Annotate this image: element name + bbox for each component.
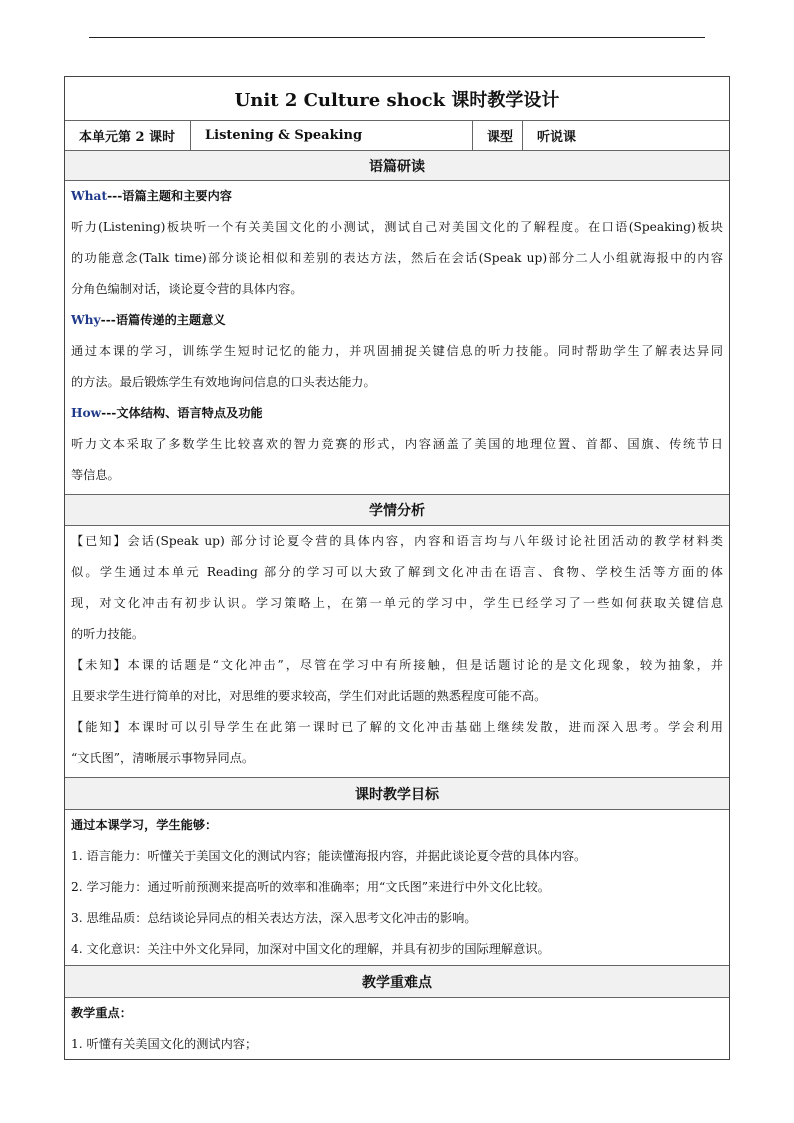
how-line-1: 听力文本采取了多数学生比较喜欢的智力竞赛的形式，内容涵盖了美国的地理位置、首都、国旗、传统节日 <box>71 437 723 451</box>
how-line-2: 等信息。 <box>71 468 120 482</box>
what-subheading <box>71 181 723 212</box>
how-subheading <box>71 398 723 429</box>
section-key-points <box>65 998 729 1060</box>
section-heading-learner-analysis: 学情分析 <box>65 495 729 526</box>
objective-3: 3. 思维品质：总结谈论异同点的相关表达方法，深入思考文化冲击的影响。 <box>71 911 477 925</box>
what-line-1: 听力(Listening)板块听一个有关美国文化的小测试，测试自己对美国文化的了解程度。在口语(Speaking)板块 <box>71 220 723 234</box>
what-subtitle: ---语篇主题和主要内容 <box>107 189 232 203</box>
learner-line-4: 的听力技能。 <box>71 627 145 641</box>
why-line-1: 通过本课的学习，训练学生短时记忆的能力，并巩固捕捉关键信息的听力技能。同时帮助学生了解表达异同 <box>71 344 723 358</box>
objective-1: 1. 语言能力：听懂关于美国文化的测试内容；能读懂海报内容，并据此谈论夏令营的具体内容。 <box>71 849 587 863</box>
what-line-2: 的功能意念(Talk time)部分谈论相似和差别的表达方法，然后在会话(Speak up)部分二人小组就海报中的内容 <box>71 251 723 265</box>
key-point-1: 1. 听懂有关美国文化的测试内容； <box>71 1037 258 1051</box>
learner-line-7: 【能知】本课时可以引导学生在此第一课时已了解的文化冲击基础上继续发散，进而深入思考。学会利用 <box>71 720 723 734</box>
lesson-type-value: 听说课 <box>537 130 577 145</box>
how-subtitle: ---文体结构、语言特点及功能 <box>101 406 263 420</box>
header-rule <box>89 37 705 38</box>
learner-line-6: 且要求学生进行简单的对比，对思维的要求较高，学生们对此话题的熟悉程度可能不高。 <box>71 689 547 703</box>
section-heading-objectives: 课时教学目标 <box>65 778 729 810</box>
why-subheading <box>71 305 723 336</box>
learner-line-5: 【未知】本课的话题是“文化冲击”，尽管在学习中有所接触，但是话题讨论的是文化现象，较为抽象，并 <box>71 658 723 672</box>
learner-line-3: 现，对文化冲击有初步认识。学习策略上，在第一单元的学习中，学生已经学习了一些如何获取关键信息 <box>71 596 723 610</box>
why-label: Why <box>71 313 101 327</box>
objective-2: 2. 学习能力：通过听前预测来提高听的效率和准确率；用“文氏图”来进行中外文化比较。 <box>71 880 550 894</box>
what-line-3: 分角色编制对话，谈论夏令营的具体内容。 <box>71 282 303 296</box>
learner-line-2: 似。学生通过本单元 Reading 部分的学习可以大致了解到文化冲击在语言、食物、学校生活等方面的体 <box>71 565 723 579</box>
how-label: How <box>71 406 102 420</box>
section-learner-analysis <box>65 526 729 778</box>
document-title: Unit 2 Culture shock 课时教学设计 <box>65 77 729 121</box>
learner-line-1: 【已知】会话(Speak up) 部分讨论夏令营的具体内容，内容和语言均与八年级讨论社团活动的教学材料类 <box>71 534 723 548</box>
lesson-number: 本单元第 2 课时 <box>65 121 191 150</box>
section-heading-text-analysis: 语篇研读 <box>65 151 729 181</box>
meta-row <box>65 121 729 151</box>
lesson-plan-table <box>64 76 730 1060</box>
lesson-type-label: 课型 <box>473 121 523 150</box>
objectives-intro: 通过本课学习，学生能够： <box>71 818 218 832</box>
section-text-analysis <box>65 181 729 495</box>
section-objectives <box>65 810 729 966</box>
what-label: What <box>71 189 108 203</box>
learner-line-8: “文氏图”，清晰展示事物异同点。 <box>71 751 255 765</box>
objective-4: 4. 文化意识：关注中外文化异同，加深对中国文化的理解，并具有初步的国际理解意识。 <box>71 942 550 956</box>
why-line-2: 的方法。最后锻炼学生有效地询问信息的口头表达能力。 <box>71 375 376 389</box>
section-heading-key-points: 教学重难点 <box>65 966 729 998</box>
why-subtitle: ---语篇传递的主题意义 <box>100 313 226 327</box>
lesson-topic: Listening & Speaking <box>191 121 473 150</box>
key-points-intro: 教学重点： <box>71 1006 132 1020</box>
